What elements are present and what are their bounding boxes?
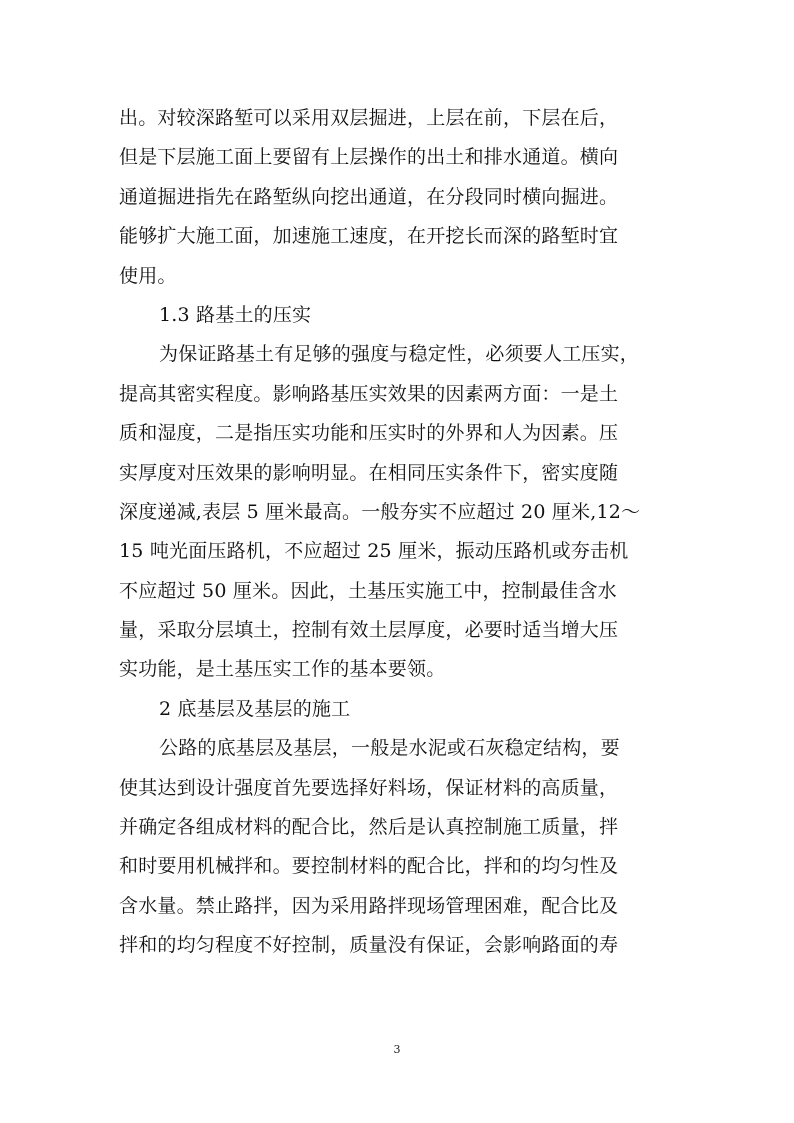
paragraph-first-line: 为保证路基土有足够的强度与稳定性，必须要人工压实，	[159, 343, 640, 366]
text-line: 能够扩大施工面，加速施工速度，在开挖长而深的路堑时宜	[119, 225, 619, 248]
text-line: 和时要用机械拌和。要控制材料的配合比，拌和的均匀性及	[119, 855, 619, 878]
body-text	[119, 99, 689, 966]
text-line: 质和湿度，二是指压实功能和压实时的外界和人为因素。压	[119, 422, 619, 445]
text-line: 含水量。禁止路拌，因为采用路拌现场管理困难，配合比及	[119, 894, 619, 917]
text-line: 不应超过 50 厘米。因此，土基压实施工中，控制最佳含水	[119, 579, 617, 602]
text-line: 拌和的均匀程度不好控制，质量没有保证，会影响路面的寿	[119, 934, 619, 957]
text-line: 使用。	[119, 264, 177, 287]
text-line: 并确定各组成材料的配合比，然后是认真控制施工质量，拌	[119, 816, 619, 839]
text-line: 使其达到设计强度首先要选择好料场，保证材料的高质量，	[119, 776, 619, 799]
text-line: 深度递减,表层 5 厘米最高。一般夯实不应超过 20 厘米,12～	[119, 500, 641, 523]
text-line: 但是下层施工面上要留有上层操作的出土和排水通道。横向	[119, 146, 619, 169]
text-line: 15 吨光面压路机，不应超过 25 厘米，振动压路机或夯击机	[119, 540, 629, 563]
text-line: 通道掘进指先在路堑纵向挖出通道，在分段同时横向掘进。	[119, 185, 619, 208]
text-line: 实功能，是土基压实工作的基本要领。	[119, 658, 446, 681]
page-number: 3	[393, 1043, 401, 1056]
text-line: 提高其密实程度。影响路基压实效果的因素两方面：一是土	[119, 382, 619, 405]
paragraph-first-line: 公路的底基层及基层，一般是水泥或石灰稳定结构，要	[159, 737, 620, 760]
text-line: 量，采取分层填土，控制有效土层厚度，必要时适当增大压	[119, 619, 619, 642]
text-line: 出。对较深路堑可以采用双层掘进，上层在前，下层在后，	[119, 107, 619, 129]
text-line: 实厚度对压效果的影响明显。在相同压实条件下，密实度随	[119, 461, 619, 484]
section-heading: 2 底基层及基层的施工	[159, 697, 351, 720]
section-heading: 1.3 路基土的压实	[159, 303, 312, 326]
